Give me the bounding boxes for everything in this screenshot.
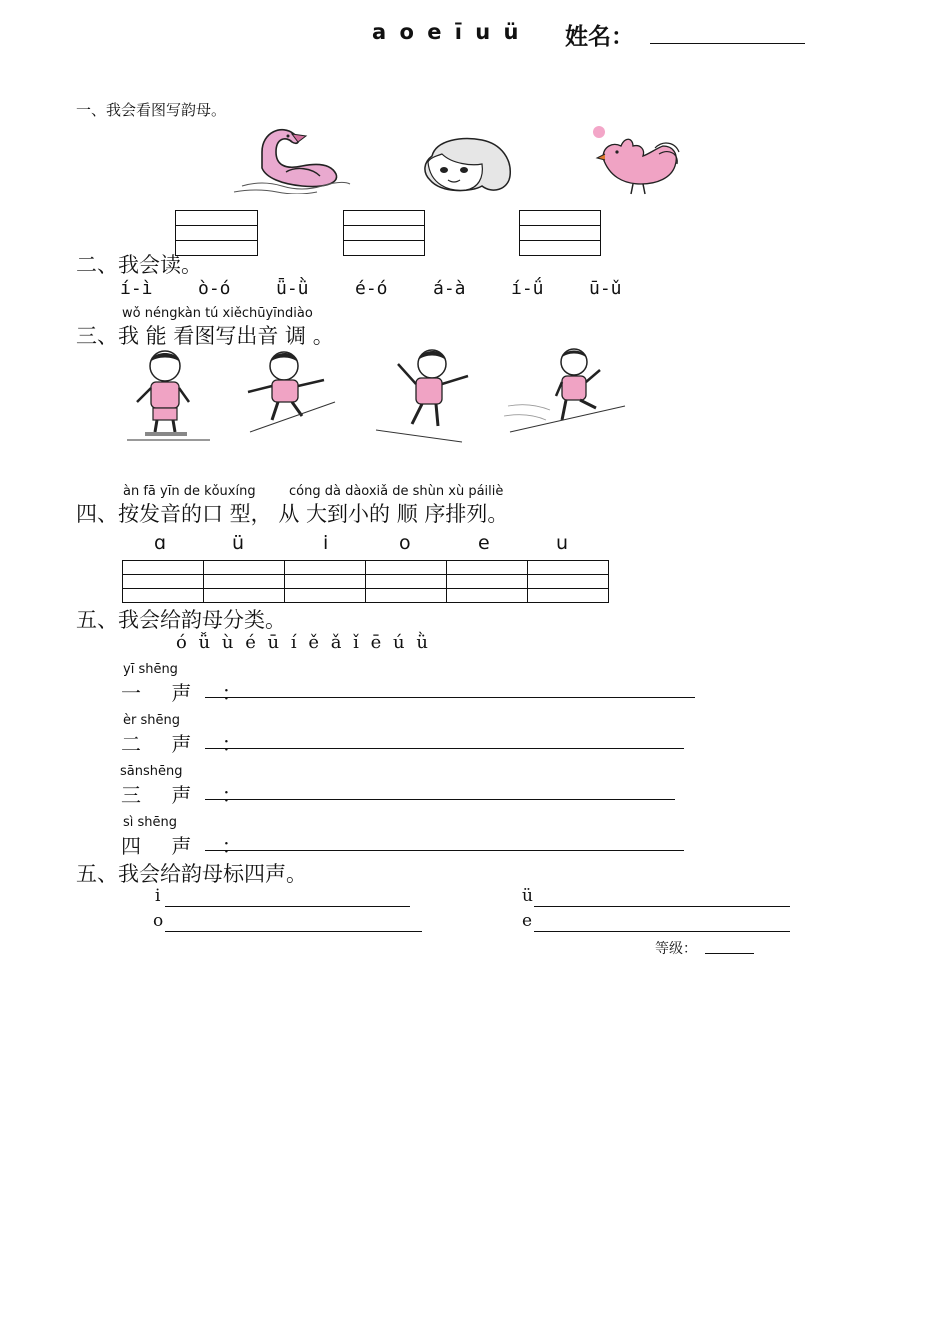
name-blank[interactable] — [650, 43, 805, 44]
read-item: ò-ó — [198, 278, 231, 299]
tone-pinyin: sì shēng — [123, 815, 178, 830]
worksheet-title: a o e ī u ü — [372, 20, 522, 44]
rooster-picture — [583, 124, 683, 196]
read-item: í-ì — [120, 278, 153, 299]
answer-box-3[interactable] — [519, 210, 601, 256]
tone-answer-line[interactable] — [205, 748, 684, 749]
mark-answer-line[interactable] — [165, 931, 422, 932]
mark-item: ü — [522, 886, 533, 906]
vowel-label: o — [399, 532, 411, 554]
tone-letters: ó ǚ ù é ū í ě ǎ ǐ ē ú ǜ — [176, 632, 428, 653]
section1-heading: 一、我会看图写韵母。 — [76, 101, 227, 119]
vowel-label: i — [323, 532, 329, 554]
mark-item: o — [153, 911, 164, 931]
grade-label: 等级： — [655, 941, 697, 957]
mark-item: e — [522, 911, 533, 931]
grade-blank[interactable] — [705, 953, 754, 954]
tone-answer-line[interactable] — [205, 850, 684, 851]
skater-3-picture — [372, 346, 472, 446]
section2-heading: 二、我会读。 — [76, 253, 202, 277]
section4-heading: 四、按发音的口 型， 从 大到小的 顺 序排列。 — [76, 502, 509, 526]
read-item: á-à — [433, 278, 466, 299]
vowel-label: e — [478, 532, 490, 554]
tone-pinyin: yī shēng — [123, 662, 178, 677]
tone-answer-line[interactable] — [205, 799, 675, 800]
read-item: ǖ-ǜ — [276, 278, 309, 299]
vowel-label: ɑ — [154, 532, 167, 554]
section4-pinyin-right: cóng dà dàoxiǎ de shùn xù páiliè — [289, 484, 504, 499]
read-item: í-ǘ — [511, 278, 544, 299]
girl-face-picture — [412, 136, 516, 194]
mark-item: i — [155, 886, 161, 906]
tone-pinyin: èr shēng — [123, 713, 180, 728]
section5a-heading: 五、我会给韵母分类。 — [76, 608, 286, 632]
vowel-label: ü — [232, 532, 245, 554]
tone-answer-line[interactable] — [205, 697, 695, 698]
read-item: ū-ǔ — [589, 278, 622, 299]
tone-label: 二 声 ： — [121, 732, 254, 756]
skater-1-picture — [125, 346, 215, 446]
skater-4-picture — [500, 346, 630, 436]
section4-pinyin-left: àn fā yīn de kǒuxíng — [123, 484, 256, 499]
section5b-heading: 五、我会给韵母标四声。 — [76, 862, 307, 886]
ordering-grid[interactable] — [122, 560, 609, 603]
name-label: 姓名： — [565, 24, 634, 50]
mark-answer-line[interactable] — [534, 906, 790, 907]
skater-2-picture — [240, 346, 340, 436]
tone-pinyin: sānshēng — [120, 764, 183, 779]
tone-label: 三 声 ： — [121, 783, 254, 807]
read-item: é-ó — [355, 278, 388, 299]
mark-answer-line[interactable] — [165, 906, 410, 907]
tone-label: 一 声 ： — [121, 681, 254, 705]
section3-heading: 三、我 能 看图写出音 调 。 — [76, 324, 334, 348]
tone-label: 四 声 ： — [121, 834, 254, 858]
section3-pinyin: wǒ néngkàn tú xiěchūyīndiào — [122, 306, 313, 321]
answer-box-2[interactable] — [343, 210, 425, 256]
vowel-label: u — [556, 532, 569, 554]
swan-picture — [232, 122, 352, 194]
mark-answer-line[interactable] — [534, 931, 790, 932]
